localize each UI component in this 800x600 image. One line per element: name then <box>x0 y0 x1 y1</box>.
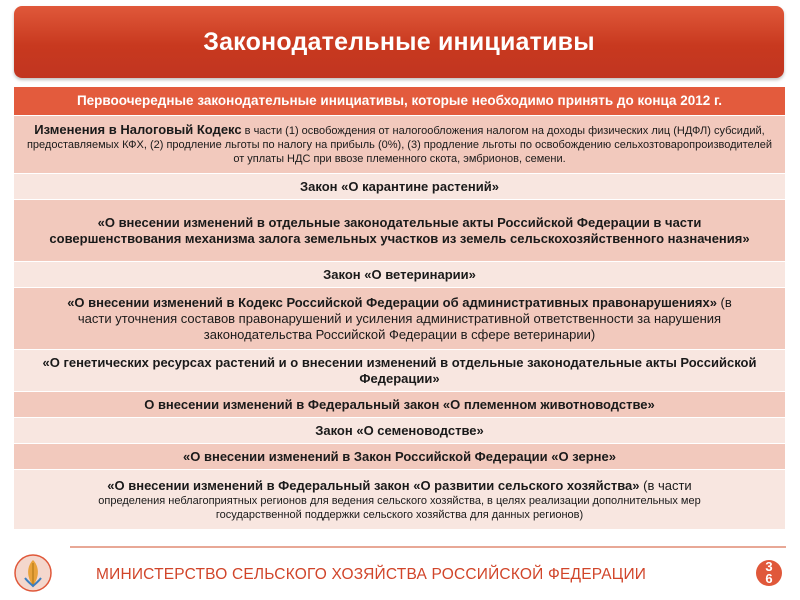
ministry-emblem-icon <box>14 554 52 592</box>
row-title: «О генетических ресурсах растений и о внесении изменений в отдельные законодательные акты Российской Федерации» <box>42 354 757 386</box>
table-header <box>14 87 785 116</box>
footer-ministry-name: МИНИСТЕРСТВО СЕЛЬСКОГО ХОЗЯЙСТВА РОССИЙСКОЙ ФЕДЕРАЦИИ <box>96 566 647 583</box>
table-row <box>14 418 785 444</box>
row-title: «О внесении изменений в Закон Российской Федерации «О зерне» <box>183 448 616 464</box>
table-row <box>14 350 785 392</box>
row-detail: (в части уточнения составов правонарушений и усиления административной ответственности за нарушения законодательства Российской Федерации в сфере ветеринарии) <box>77 294 732 342</box>
table-row <box>14 444 785 470</box>
table-row <box>14 116 785 174</box>
table-row <box>14 288 785 350</box>
page-number-bottom: 6 <box>765 571 773 586</box>
row-title: Изменения в Налоговый Кодекс <box>34 122 242 137</box>
row-title: О внесении изменений в Федеральный закон «О племенном животноводстве» <box>144 396 655 412</box>
table-row <box>14 200 785 262</box>
row-title: Закон «О ветеринарии» <box>323 266 476 282</box>
row-title: «О внесении изменений в Федеральный закон «О развитии сельского хозяйства» <box>107 477 640 493</box>
row-title: Закон «О карантине растений» <box>300 178 499 194</box>
title-banner <box>14 6 784 78</box>
row-detail: (в части <box>639 477 692 493</box>
footer-divider <box>70 546 786 548</box>
row-detail-continued: определения неблагоприятных регионов для ведения сельского хозяйства, в целях реализации дополнительных мер государственной поддержки сельского хозяйства для данных регионов) <box>98 494 701 521</box>
table-row <box>14 174 785 200</box>
row-title: «О внесении изменений в отдельные законодательные акты Российской Федерации в части совершенствования механизма залога земельных участков из земель сельскохозяйственного назначения» <box>49 214 750 246</box>
page-number-top: 3 <box>765 559 773 574</box>
table-header-text: Первоочередные законодательные инициативы, которые необходимо принять до конца 2012 г. <box>76 93 723 108</box>
row-detail: в части (1) освобождения от налогообложения налогом на доходы физических лиц (НДФЛ) субсидий, предоставляемых КФХ, (2) продление льготы по налогу на прибыль (0%), (3) продление льготы по освобождению сельхозтоваропроизводителей от уплаты НДС при ввозе племенного скота, эмбрионов, семени. <box>26 125 773 165</box>
row-title: Закон «О семеноводстве» <box>315 422 484 438</box>
table-row <box>14 262 785 288</box>
table-row <box>14 470 785 530</box>
row-title: «О внесении изменений в Кодекс Российской Федерации об административных правонарушениях» <box>67 294 717 310</box>
initiatives-table <box>14 87 785 530</box>
slide-title: Законодательные инициативы <box>203 27 595 56</box>
page-number-badge <box>756 560 782 586</box>
table-row <box>14 392 785 418</box>
